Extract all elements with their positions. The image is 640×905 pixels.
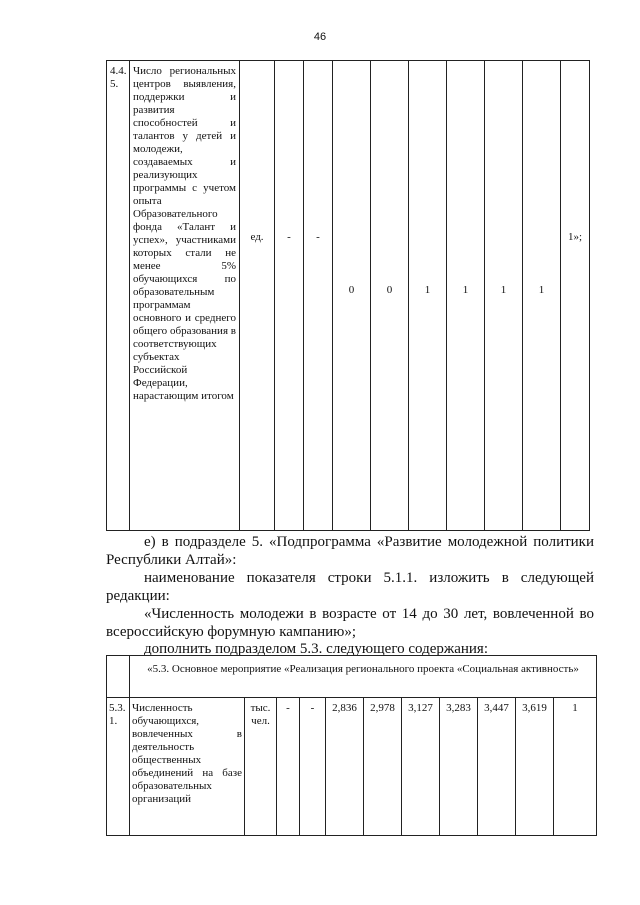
value: 2,978 [364, 698, 402, 836]
indicator-name: Число региональных центров выявления, поддержки и развития способностей и талантов у детей и молодежи, создаваемых и реализующих программы с учетом опыта Образовательного фонда «Талант и успех», участниками которых стали не менее 5% обучающихся по образовательным программам основного и среднего общего образования в соответствующих субъектах Российской Федерации, нарастающим итогом [130, 61, 240, 531]
value: 3,447 [478, 698, 516, 836]
value-cell [304, 61, 333, 531]
subsection-5-3-table [106, 655, 597, 836]
empty-cell [107, 656, 130, 698]
indicator-table-continuation [106, 60, 590, 531]
paragraph-e: е) в подразделе 5. «Подпрограмма «Развитие молодежной политики Республики Алтай»: [106, 534, 594, 568]
row-number: 4.4. 5. [107, 61, 130, 531]
value: 3,619 [516, 698, 554, 836]
value-dash: - [287, 231, 291, 243]
tail-value: 1»; [567, 231, 583, 243]
value-cell [409, 61, 447, 531]
unit-label: ед. [250, 231, 264, 243]
value-cell [371, 61, 409, 531]
row-number: 5.3. 1. [107, 698, 130, 836]
page-number: 46 [313, 31, 327, 43]
value: 1 [500, 284, 507, 296]
value: 3,127 [402, 698, 440, 836]
paragraph-add-subsection: дополнить подразделом 5.3. следующего содержания: [144, 641, 489, 657]
value: 1 [424, 284, 431, 296]
tail-value: 1 [554, 698, 597, 836]
indicator-name: Численность обучающихся, вовлеченных в деятельность общественных объединений на базе образовательных организаций [130, 698, 245, 836]
value-dash: - [316, 231, 320, 243]
tail-cell [561, 61, 590, 531]
value-cell [485, 61, 523, 531]
value: 0 [386, 284, 393, 296]
value-cell [523, 61, 561, 531]
value: 3,283 [440, 698, 478, 836]
value-cell [447, 61, 485, 531]
unit-cell: тыс. чел. [245, 698, 277, 836]
value-cell [333, 61, 371, 531]
value: 1 [462, 284, 469, 296]
unit-cell [240, 61, 275, 531]
value-cell [275, 61, 304, 531]
paragraph-quote: «Численность молодежи в возрасте от 14 до 30 лет, вовлеченной во всероссийскую форумную кампанию»; [106, 606, 594, 640]
value-dash: - [277, 698, 300, 836]
subsection-header: «5.3. Основное мероприятие «Реализация регионального проекта «Социальная активность» [130, 656, 597, 698]
value-dash: - [300, 698, 326, 836]
paragraph-indicator-name: наименование показателя строки 5.1.1. изложить в следующей редакции: [106, 570, 594, 604]
value: 0 [348, 284, 355, 296]
value: 2,836 [326, 698, 364, 836]
value: 1 [538, 284, 545, 296]
